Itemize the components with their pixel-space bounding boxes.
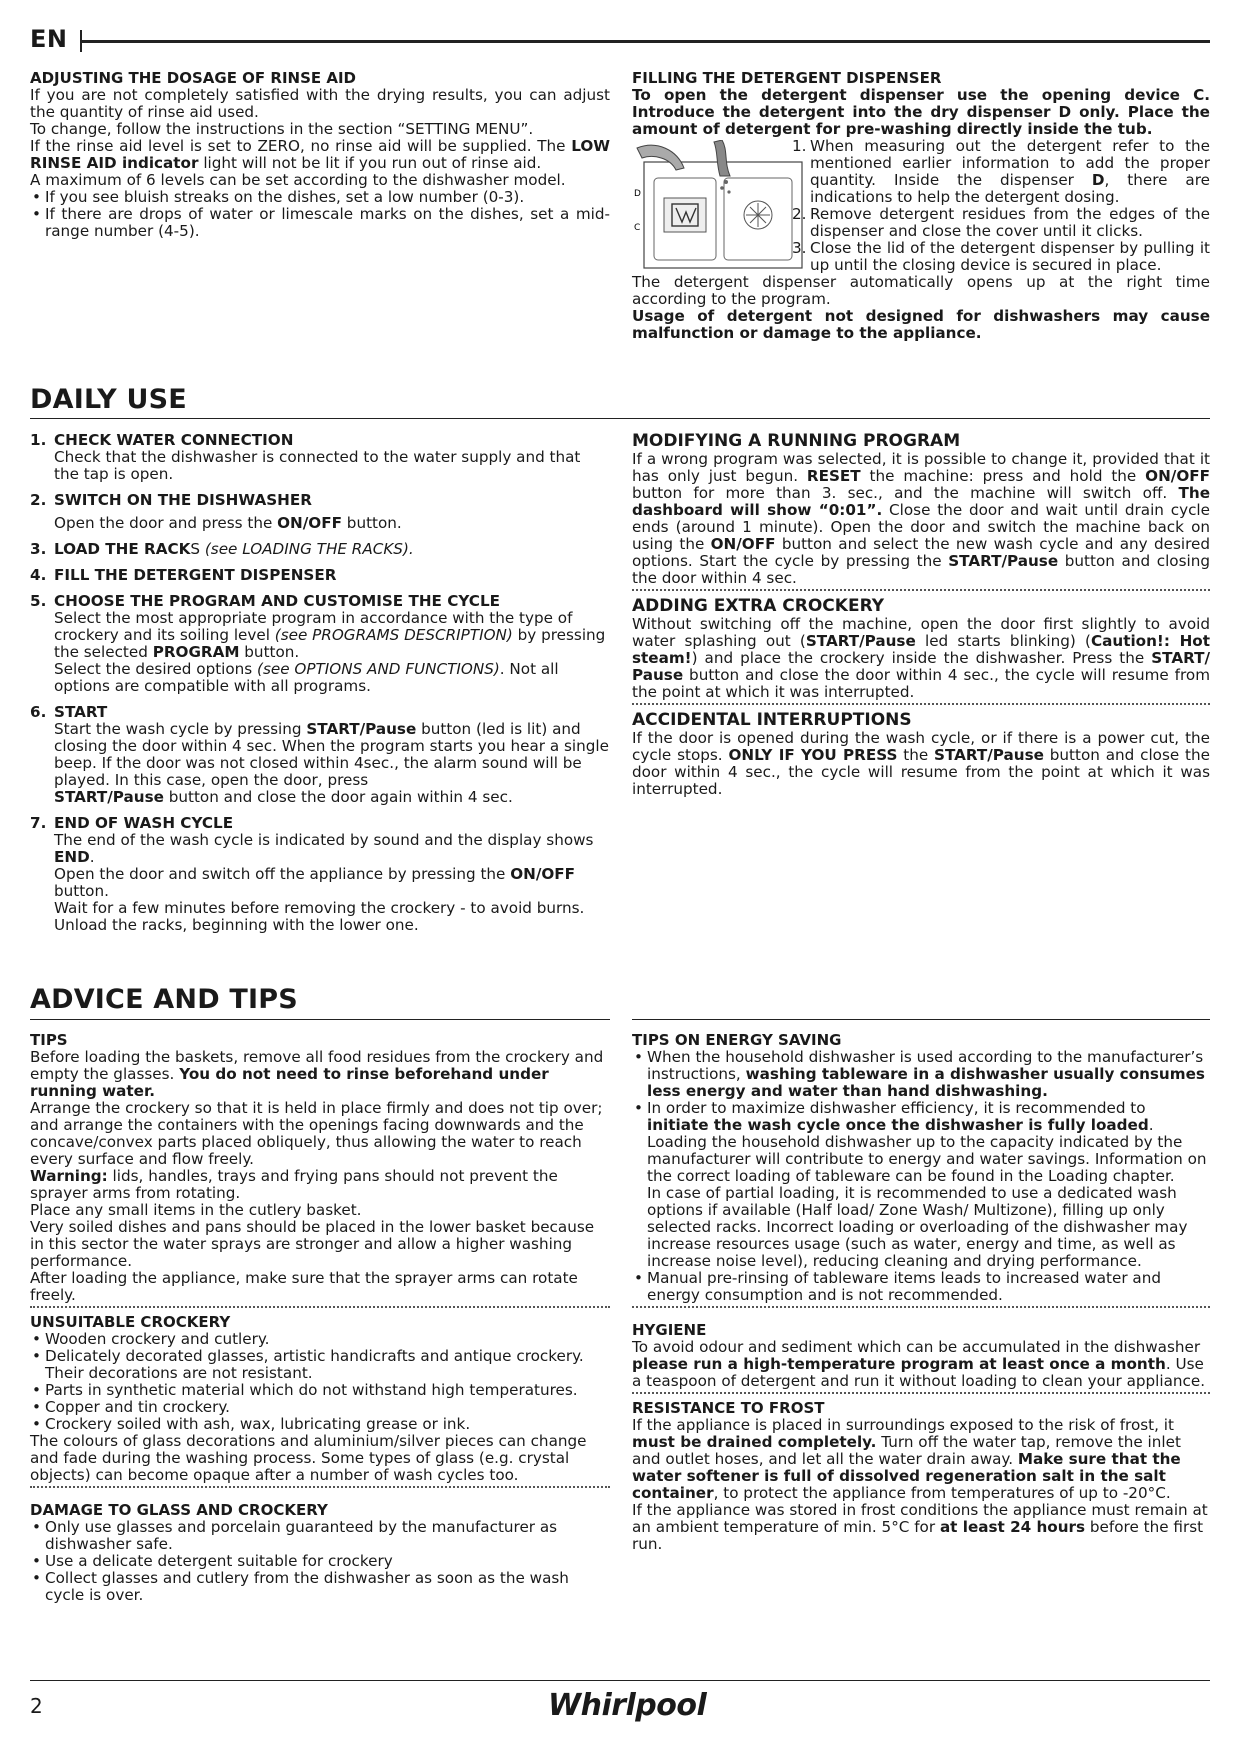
divider xyxy=(30,1486,610,1488)
step-6: 6. START Start the wash cycle by pressing START/Pause button (led is lit) and closing the door within 4 sec. When the program starts you hear a single beep. If the door was not closed within 4sec., the alarm sound will be played. In this case, open the door, press START/Pause button and close the door again within 4 sec. xyxy=(30,703,609,806)
list-item: 2. Remove detergent residues from the edges of the dispenser and close the cover until it clicks. xyxy=(792,205,1210,240)
list-item: • If you see bluish streaks on the dishes, set a low number (0-3). xyxy=(30,189,610,206)
hygiene-title: HYGIENE xyxy=(632,1321,707,1339)
detergent-steps xyxy=(792,138,1210,274)
list-item: 3. Close the lid of the detergent dispenser by pulling it up until the closing device is secured in place. xyxy=(792,239,1210,274)
step-2: 2. SWITCH ON THE DISHWASHER Open the door and press the ON/OFF button. xyxy=(30,491,402,532)
dispenser-drawing xyxy=(632,140,812,274)
list-item: 1. When measuring out the detergent refer to the mentioned earlier information to add the proper quantity. Inside the dispenser D, there are indications to help the detergent dosing. xyxy=(792,137,1210,206)
rinse-aid-title: ADJUSTING THE DOSAGE OF RINSE AID xyxy=(30,69,356,87)
rinse-aid-section xyxy=(30,70,610,240)
extra-text: Without switching off the machine, open the door first slightly to avoid water splashing out (START/Pause led starts blinking) (Caution!: Hot steam!) and place the crockery inside the dishwasher. Press the START/ Pause button and close the door within 4 sec., the cycle will resume from the point at which it was interrupted. xyxy=(632,615,1210,701)
energy-list xyxy=(632,1049,1210,1304)
detergent-title: FILLING THE DETERGENT DISPENSER xyxy=(632,69,942,87)
list-item: • Collect glasses and cutlery from the dishwasher as soon as the wash cycle is over. xyxy=(30,1570,610,1604)
daily-use-title: DAILY USE xyxy=(30,384,187,415)
tips-text-1: Before loading the baskets, remove all food residues from the crockery and empty the glasses. You do not need to rinse beforehand under running water. xyxy=(30,1048,604,1100)
detergent-warning: Usage of detergent not designed for dishwashers may cause malfunction or damage to the appliance. xyxy=(632,307,1210,342)
list-item: • In order to maximize dishwasher efficiency, it is recommended to initiate the wash cycle once the dishwasher is fully loaded. Loading the household dishwasher up to the capacity indicated by the manufacturer will contribute to energy and water savings. Information on the correct loading of tableware can be found in the Loading chapter. In case of partial loading, it is recommended to use a dedicated wash options if available (Half load/ Zone Wash/ Multizone), filling up only selected racks. Incorrect loading or overloading of the dishwasher may increase resources usage (such as water, energy and time, as well as increase noise level), reducing cleaning and drying performance. xyxy=(632,1100,1210,1270)
daily-use-right xyxy=(632,432,1210,798)
tips-title: TIPS xyxy=(30,1031,68,1049)
detergent-intro: To open the detergent dispenser use the opening device C. Introduce the detergent into the dry dispenser D only. Place the amount of detergent for pre-washing directly inside the tub. xyxy=(632,86,1210,138)
modifying-title: MODIFYING A RUNNING PROGRAM xyxy=(632,431,961,451)
daily-use-rule xyxy=(30,418,1210,419)
brand-logo: Whirlpool xyxy=(548,1688,707,1723)
step-1: 1. CHECK WATER CONNECTION Check that the dishwasher is connected to the water supply and that the tap is open. xyxy=(30,431,581,483)
frost-title: RESISTANCE TO FROST xyxy=(632,1399,825,1417)
rinse-aid-p2: To change, follow the instructions in the section “SETTING MENU”. xyxy=(30,120,534,138)
list-item: • Parts in synthetic material which do not withstand high temperatures. xyxy=(30,1382,610,1399)
tips-warning: Warning: lids, handles, trays and frying pans should not prevent the sprayer arms from rotating. xyxy=(30,1167,558,1202)
damage-list xyxy=(30,1519,610,1604)
footer-rule xyxy=(30,1680,1210,1681)
unsuitable-title: UNSUITABLE CROCKERY xyxy=(30,1313,231,1331)
divider xyxy=(632,1392,1210,1394)
divider xyxy=(30,1306,610,1308)
detergent-section xyxy=(632,70,1210,342)
frost-text-2: If the appliance was stored in frost conditions the appliance must remain at an ambient temperature of min. 5°C for at least 24 hours before the first run. xyxy=(632,1501,1208,1553)
modifying-text: If a wrong program was selected, it is possible to change it, provided that it has only just begun. RESET the machine: press and hold the ON/OFF button for more than 3. sec., and the machine will switch off. The dashboard will show “0:01”. Close the door and wait until drain cycle ends (around 1 minute). Open the door and switch the machine back on using the ON/OFF button and select the new wash cycle and any desired options. Start the cycle by pressing the START/Pause button and closing the door within 4 sec. xyxy=(632,450,1211,587)
advice-rule-left xyxy=(30,1019,610,1020)
daily-use-steps xyxy=(30,432,610,943)
advice-title: ADVICE AND TIPS xyxy=(30,984,298,1015)
tips-text-5: After loading the appliance, make sure that the sprayer arms can rotate freely. xyxy=(30,1269,578,1304)
divider xyxy=(632,703,1210,705)
language-label: EN xyxy=(30,25,68,53)
list-item: • Copper and tin crockery. xyxy=(30,1399,610,1416)
unsuitable-after: The colours of glass decorations and aluminium/silver pieces can change and fade during the washing process. Some types of glass (e.g. crystal objects) can become opaque after a number of wash cycles too. xyxy=(30,1432,587,1484)
rinse-aid-bullets xyxy=(30,189,610,240)
label-d: D xyxy=(634,189,641,199)
hygiene-text: To avoid odour and sediment which can be accumulated in the dishwasher please run a high-temperature program at least once a month. Use a teaspoon of detergent and run it without loading to clean your appliance. xyxy=(632,1338,1206,1390)
list-item: • Crockery soiled with ash, wax, lubricating grease or ink. xyxy=(30,1416,610,1433)
list-item: • When the household dishwasher is used according to the manufacturer’s instructions, washing tableware in a dishwasher usually consumes less energy and water than hand dishwashing. xyxy=(632,1049,1210,1100)
list-item: • Delicately decorated glasses, artistic handicrafts and antique crockery. Their decorations are not resistant. xyxy=(30,1348,610,1382)
detergent-dispenser-illustration xyxy=(632,140,812,274)
label-c: C xyxy=(634,223,641,233)
interrupt-text: If the door is opened during the wash cycle, or if there is a power cut, the cycle stops. ONLY IF YOU PRESS the START/Pause button and close the door within 4 sec., the cycle will resume from the point at which it was interrupted. xyxy=(632,729,1210,798)
unsuitable-list xyxy=(30,1331,610,1433)
list-item: • Wooden crockery and cutlery. xyxy=(30,1331,610,1348)
list-item: • Only use glasses and porcelain guaranteed by the manufacturer as dishwasher safe. xyxy=(30,1519,610,1553)
divider xyxy=(632,589,1210,591)
header-rule xyxy=(80,40,1210,43)
step-3: 3. LOAD THE RACKS (see LOADING THE RACKS). xyxy=(30,540,414,558)
list-item: • Manual pre-rinsing of tableware items leads to increased water and energy consumption and is not recommended. xyxy=(632,1270,1210,1304)
energy-title: TIPS ON ENERGY SAVING xyxy=(632,1031,842,1049)
divider xyxy=(632,1306,1210,1308)
tips-text-3: Place any small items in the cutlery basket. xyxy=(30,1201,362,1219)
step-5: 5. CHOOSE THE PROGRAM AND CUSTOMISE THE CYCLE Select the most appropriate program in accordance with the type of crockery and its soiling level (see PROGRAMS DESCRIPTION) by pressing the selected PROGRAM button. Select the desired options (see OPTIONS AND FUNCTIONS). Not all options are compatible with all programs. xyxy=(30,592,606,695)
step-4: 4. FILL THE DETERGENT DISPENSER xyxy=(30,566,337,584)
rinse-aid-p4: A maximum of 6 levels can be set according to the dishwasher model. xyxy=(30,171,566,189)
frost-text-1: If the appliance is placed in surroundings exposed to the risk of frost, it must be drained completely. Turn off the water tap, remove the inlet and outlet hoses, and let all the water drain away. Make sure that the water softener is full of dissolved regeneration salt in the salt container, to protect the appliance from temperatures of up to -20°C. xyxy=(632,1416,1181,1502)
step-7: 7. END OF WASH CYCLE The end of the wash cycle is indicated by sound and the display shows END. Open the door and switch off the appliance by pressing the ON/OFF button. Wait for a few minutes before removing the crockery - to avoid burns. Unload the racks, beginning with the lower one. xyxy=(30,814,594,934)
advice-right xyxy=(632,1032,1210,1553)
extra-title: ADDING EXTRA CROCKERY xyxy=(632,596,885,616)
rinse-aid-p1: If you are not completely satisfied with the drying results, you can adjust the quantity of rinse aid used. xyxy=(30,86,610,121)
advice-left xyxy=(30,1032,610,1604)
rinse-aid-p3: If the rinse aid level is set to ZERO, no rinse aid will be supplied. The LOW RINSE AID indicator light will not be lit if you run out of rinse aid. xyxy=(30,137,610,172)
tips-text-2: Arrange the crockery so that it is held in place firmly and does not tip over; and arrange the containers with the openings facing downwards and the concave/convex parts placed obliquely, thus allowing the water to reach every surface and flow freely. xyxy=(30,1099,603,1168)
interrupt-title: ACCIDENTAL INTERRUPTIONS xyxy=(632,710,912,730)
advice-rule-right xyxy=(632,1019,1210,1020)
tips-text-4: Very soiled dishes and pans should be placed in the lower basket because in this sector the water sprays are stronger and allow a higher washing performance. xyxy=(30,1218,595,1270)
page-number: 2 xyxy=(30,1694,43,1718)
list-item: • Use a delicate detergent suitable for crockery xyxy=(30,1553,610,1570)
detergent-auto: The detergent dispenser automatically opens up at the right time according to the program. xyxy=(632,273,1210,308)
damage-title: DAMAGE TO GLASS AND CROCKERY xyxy=(30,1501,328,1519)
list-item: • If there are drops of water or limescale marks on the dishes, set a mid-range number (4-5). xyxy=(30,206,610,240)
